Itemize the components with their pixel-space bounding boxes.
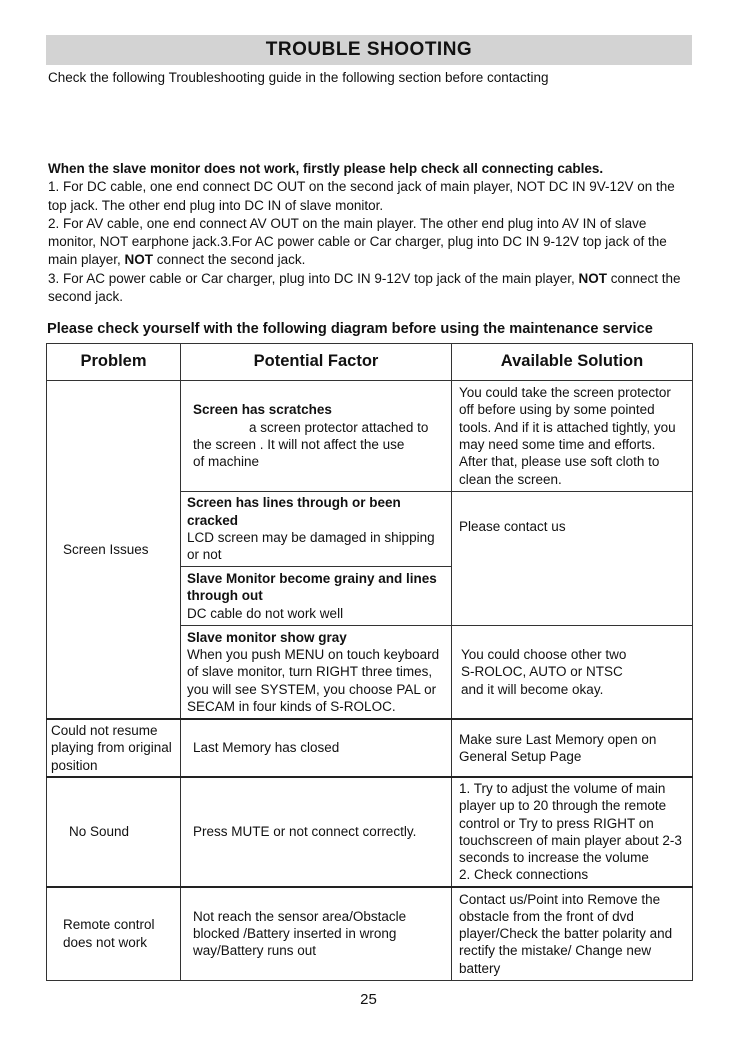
problem-screen-issues: Screen Issues xyxy=(47,381,181,720)
solution-no-sound: 1. Try to adjust the volume of main player up to 20 through the remote control or Try to press RIGHT on touchscreen of main player about 2-3 seconds to increase the volume 2. Check connections xyxy=(452,777,693,887)
header-potential-factor: Potential Factor xyxy=(181,344,452,381)
cable-check-item-3: 3. For AC power cable or Car charger, plug into DC IN 9-12V top jack of the main player, NOT connect the second jack. xyxy=(48,270,681,305)
cable-check-item-1: 1. For DC cable, one end connect DC OUT on the second jack of main player, NOT DC IN 9V-12V on the top jack. The other end plug into DC IN of slave monitor. xyxy=(48,179,675,213)
table-row xyxy=(47,777,693,887)
table-header-row xyxy=(47,344,693,381)
solution-resume: Make sure Last Memory open on General Setup Page xyxy=(452,719,693,777)
factor-scratches: Screen has scratches a screen protector attached to the screen . It will not affect the use of machine xyxy=(181,381,452,492)
problem-resume: Could not resume playing from original position xyxy=(47,719,181,777)
solution-scratches: You could take the screen protector off before using by some pointed tools. And if it is attached tightly, you may need some time and efforts. After that, please use soft cloth to clean the screen. xyxy=(452,381,693,492)
solution-contact-us: Please contact us xyxy=(452,492,693,626)
solution-remote: Contact us/Point into Remove the obstacle from the front of dvd player/Check the batter polarity and rectify the mistake/ Change new battery xyxy=(452,887,693,981)
factor-scratches-title: Screen has scratches xyxy=(193,402,332,418)
problem-no-sound: No Sound xyxy=(47,777,181,887)
table-row xyxy=(47,887,693,981)
cable-check-lead: When the slave monitor does not work, firstly please help check all connecting cables. xyxy=(48,161,604,176)
cable-check-section xyxy=(48,160,696,306)
table-row xyxy=(47,719,693,777)
page-title-bar xyxy=(46,35,692,65)
page-title: TROUBLE SHOOTING xyxy=(265,39,473,60)
factor-resume: Last Memory has closed xyxy=(181,719,452,777)
diagram-heading: Please check yourself with the following diagram before using the maintenance service xyxy=(47,321,653,337)
factor-no-sound: Press MUTE or not connect correctly. xyxy=(181,777,452,887)
solution-gray: You could choose other two S-ROLOC, AUTO or NTSC and it will become okay. xyxy=(452,626,693,720)
factor-remote: Not reach the sensor area/Obstacle blocked /Battery inserted in wrong way/Battery runs out xyxy=(181,887,452,981)
factor-lines-cracked: Screen has lines through or been cracked LCD screen may be damaged in shipping or not xyxy=(181,492,452,567)
intro-text: Check the following Troubleshooting guide in the following section before contacting xyxy=(48,70,549,85)
troubleshooting-table xyxy=(46,343,693,981)
factor-grainy: Slave Monitor become grainy and lines through out DC cable do not work well xyxy=(181,567,452,626)
table-row xyxy=(47,381,693,492)
cable-check-item-2: 2. For AV cable, one end connect AV OUT on the main player. The other end plug into AV IN of slave monitor, NOT earphone jack.3.For AC power cable or Car charger, plug into DC IN 9-12V top jack of the main player, NOT connect the second jack. xyxy=(48,215,667,268)
problem-remote: Remote control does not work xyxy=(47,887,181,981)
factor-gray: Slave monitor show gray When you push MENU on touch keyboard of slave monitor, turn RIGHT three times, you will see SYSTEM, you choose PAL or SECAM in four kinds of S-ROLOC. xyxy=(181,626,452,720)
page-number: 25 xyxy=(360,991,377,1008)
header-problem: Problem xyxy=(47,344,181,381)
header-available-solution: Available Solution xyxy=(452,344,693,381)
